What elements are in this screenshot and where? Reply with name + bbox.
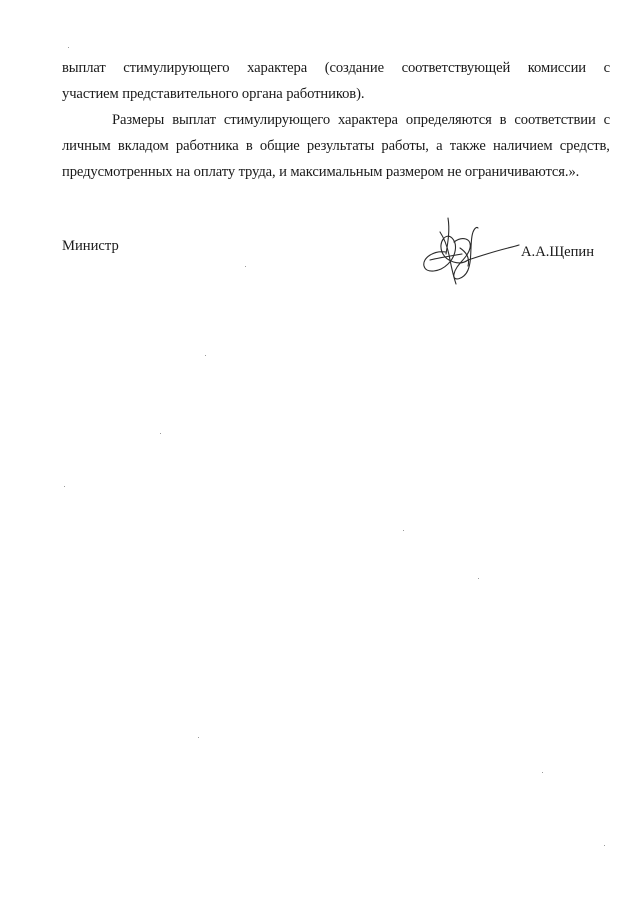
word: работы, [381, 138, 429, 154]
scan-speck [205, 355, 206, 356]
scan-speck [68, 47, 69, 48]
scan-speck [245, 266, 246, 267]
word: личным [62, 138, 111, 154]
paragraph-1-line-2: участием представительного органа работников). [62, 86, 365, 102]
word: с [603, 60, 610, 76]
word: Размеры [112, 112, 165, 128]
word: характера [247, 60, 308, 76]
word: в [499, 112, 507, 128]
word: стимулирующего [123, 60, 230, 76]
handwritten-signature [410, 208, 520, 288]
word: соответствии [514, 112, 596, 128]
word: наличием [492, 138, 553, 154]
word: работника [175, 138, 239, 154]
scan-speck [478, 578, 479, 579]
word: результаты [306, 138, 375, 154]
word: также [449, 138, 486, 154]
paragraph-2-line-1 [62, 107, 610, 133]
scan-speck [64, 486, 65, 487]
word: определяются [405, 112, 492, 128]
word: выплат [172, 112, 216, 128]
signatory-name: А.А.Щепин [521, 244, 595, 260]
scan-speck [604, 845, 605, 846]
paragraph-2 [62, 107, 610, 185]
word: общие [259, 138, 300, 154]
scan-speck [198, 737, 199, 738]
word: средств, [559, 138, 610, 154]
paragraph-2-line-2 [62, 133, 610, 159]
scan-speck [542, 772, 543, 773]
word: соответствующей [401, 60, 511, 76]
word: а [436, 138, 443, 154]
scan-speck [403, 530, 404, 531]
word: стимулирующего [223, 112, 331, 128]
word: вкладом [117, 138, 169, 154]
word: (создание [324, 60, 384, 76]
position-title: Министр [62, 238, 119, 254]
word: комиссии [527, 60, 586, 76]
word: характера [337, 112, 398, 128]
word: с [603, 112, 610, 128]
paragraph-2-line-3: предусмотренных на оплату труда, и максимальным размером не ограничиваются.». [62, 164, 580, 180]
paragraph-1-line-1 [62, 55, 610, 81]
paragraph-1 [62, 55, 610, 107]
scan-speck [160, 433, 161, 434]
word: выплат [62, 60, 106, 76]
word: в [245, 138, 253, 154]
